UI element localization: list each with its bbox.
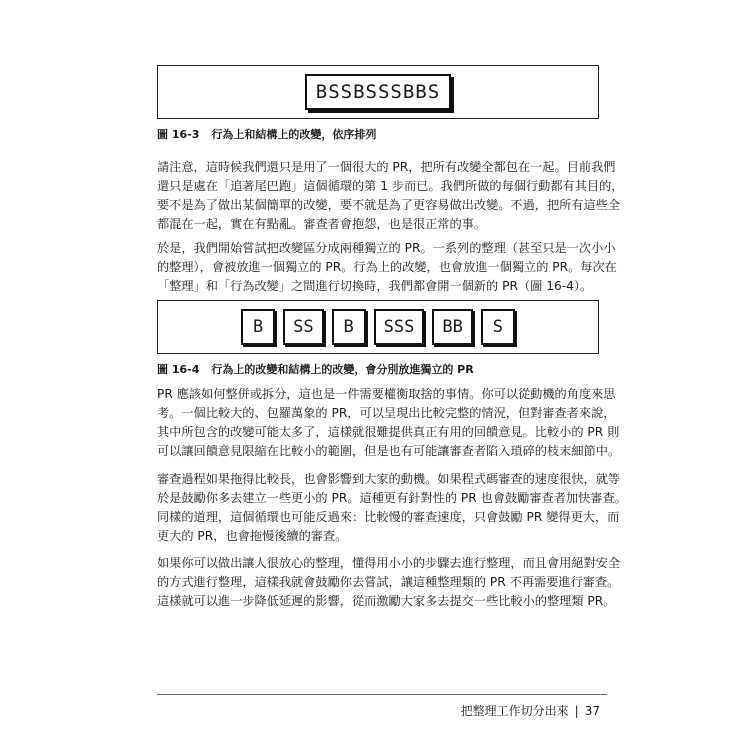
text-line: 還只是處在「追著尾巴跑」這個循環的第 1 步而已。我們所做的每個行動都有其目的， bbox=[157, 179, 624, 193]
paragraph-5 bbox=[157, 554, 621, 611]
paragraph-1 bbox=[157, 158, 624, 234]
text-line: 都混在一起，實在有點亂。審查者會抱怨，也是很正常的事。 bbox=[157, 217, 487, 231]
footer-rule bbox=[157, 694, 607, 695]
paragraph-2 bbox=[157, 239, 617, 296]
text-line: 其中所包含的改變可能太多了，這樣就很難提供真正有用的回饋意見。比較小的 PR 則 bbox=[157, 425, 620, 439]
text-line: 要不是為了做出某個簡單的改變，要不就是為了更容易做出改變。不過，把所有這些全 bbox=[157, 198, 621, 212]
text-line: 考。一個比較大的、包羅萬象的 PR，可以呈現出比較完整的情況，但對審查者來說， bbox=[157, 406, 616, 420]
text-line: 更大的 PR，也會拖慢後續的審查。 bbox=[157, 529, 348, 543]
paragraph-3 bbox=[157, 385, 621, 461]
text-line: 於是，我們開始嘗試把改變區分成兩種獨立的 PR。一系列的整理（甚至只是一次小小 bbox=[157, 241, 616, 255]
caption-number: 圖 16-4 bbox=[157, 363, 200, 376]
single-commit-box: BSSBSSSBBS bbox=[305, 74, 451, 110]
caption-text: 行為上的改變和結構上的改變，會分別放進獨立的 PR bbox=[211, 363, 474, 376]
figure-16-3-caption bbox=[157, 126, 376, 142]
commit-box: B bbox=[241, 309, 275, 345]
chapter-title: 把整理工作切分出來 bbox=[460, 704, 569, 718]
page-number: 37 bbox=[584, 704, 600, 718]
footer-separator: | bbox=[574, 704, 579, 718]
text-line: 「整理」和「行為改變」之間進行切換時，我們都會開一個新的 PR（圖 16-4）。 bbox=[157, 279, 593, 293]
text-line: 如果你可以做出讓人很放心的整理，懂得用小小的步驟去進行整理，而且會用絕對安全 bbox=[157, 556, 621, 570]
paragraph-4 bbox=[157, 470, 627, 546]
commit-box: BB bbox=[432, 309, 472, 345]
figure-16-4 bbox=[157, 300, 599, 354]
figure-16-3 bbox=[157, 65, 599, 119]
text-line: 請注意，這時候我們還只是用了一個很大的 PR，把所有改變全都包在一起。目前我們 bbox=[157, 160, 616, 174]
page-footer bbox=[461, 702, 600, 719]
text-line: 可以讓回饋意見限縮在比較小的範圍，但是也有可能讓審查者陷入瑣碎的枝末細節中。 bbox=[157, 444, 621, 458]
text-line: 這樣就可以進一步降低延遲的影響，從而激勵大家多去提交一些比較小的整理類 PR。 bbox=[157, 594, 616, 608]
commit-box-row bbox=[241, 309, 515, 345]
commit-box: SSS bbox=[374, 309, 425, 345]
text-line: 審查過程如果拖得比較長，也會影響到大家的動機。如果程式碼審查的速度很快，就等 bbox=[157, 472, 621, 486]
commit-box: S bbox=[481, 309, 515, 345]
text-line: 於是鼓勵你多去建立一些更小的 PR。這種更有針對性的 PR 也會鼓勵審查者加快審查。 bbox=[157, 491, 627, 505]
figure-16-4-caption bbox=[157, 361, 474, 377]
text-line: 同樣的道理，這個循環也可能反過來：比較慢的審查速度，只會鼓勵 PR 變得更大，而 bbox=[157, 510, 620, 524]
commit-box: B bbox=[332, 309, 366, 345]
text-line: 的方式進行整理，這樣我就會鼓勵你去嘗試，讓這種整理類的 PR 不再需要進行審查。 bbox=[157, 575, 620, 589]
text-line: 的整理），會被放進一個獨立的 PR。行為上的改變，也會放進一個獨立的 PR。每次在 bbox=[157, 260, 617, 274]
caption-text: 行為上和結構上的改變，依序排列 bbox=[211, 128, 377, 141]
commit-box: SS bbox=[283, 309, 323, 345]
caption-number: 圖 16-3 bbox=[157, 128, 200, 141]
text-line: PR 應該如何整併或拆分，這也是一件需要權衡取捨的事情。你可以從動機的角度來思 bbox=[157, 387, 616, 401]
